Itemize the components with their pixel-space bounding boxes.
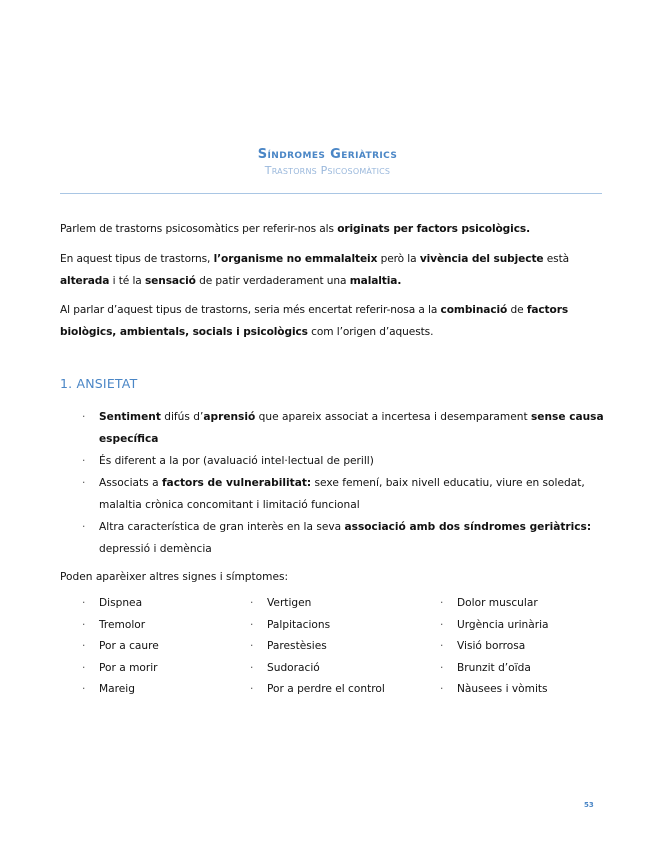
- text-run: depressió i demència: [99, 543, 212, 555]
- symptom-label: Dispnea: [99, 597, 143, 609]
- symptom-label: Por a caure: [99, 640, 159, 653]
- text-run: i té la: [109, 275, 145, 287]
- text-run: Altra característica de gran interès en la seva: [99, 521, 345, 533]
- bold-run: l’organisme no emmalalteix: [213, 253, 378, 265]
- symptom-item: [228, 636, 385, 658]
- bullet-dot: ·: [82, 477, 86, 489]
- bold-run: alterada: [60, 275, 110, 287]
- text-run: com l’origen d’aquests.: [307, 326, 434, 338]
- page-subtitle: Trastorns Psicosomàtics: [264, 164, 391, 177]
- symptom-item: [418, 593, 549, 615]
- symptom-item: [60, 679, 159, 701]
- bullet-dot: ·: [250, 597, 254, 609]
- bullet-dot: ·: [82, 597, 86, 609]
- symptom-label: Urgència urinària: [457, 618, 549, 631]
- text-run: Al parlar d’aquest tipus de trastorns, seria més encertat referir-nosa a la: [60, 304, 441, 316]
- symptom-item: [60, 615, 159, 637]
- symptom-item: [60, 593, 159, 615]
- text-run: de: [507, 304, 527, 316]
- bullet-dot: ·: [440, 640, 444, 653]
- intro-paragraph-3: [60, 299, 605, 343]
- text-run: però la: [377, 253, 420, 265]
- symptoms-column-1: [60, 593, 159, 701]
- text-run: difús d’: [160, 411, 204, 423]
- symptom-item: [228, 593, 385, 615]
- symptom-item: [228, 679, 385, 701]
- symptom-label: Por a morir: [99, 661, 158, 674]
- symptom-label: Vertigen: [267, 597, 312, 609]
- symptom-item: [418, 615, 549, 637]
- bullet-dot: ·: [250, 661, 254, 674]
- symptom-label: Visió borrosa: [457, 640, 526, 653]
- bold-run: Sentiment: [99, 411, 161, 423]
- bold-run: factors biològics, ambientals, socials i psicològics: [60, 304, 569, 338]
- symptom-label: Sudoració: [267, 661, 320, 674]
- bold-run: originats per factors psicològics.: [337, 223, 531, 235]
- intro-paragraph-1: [60, 218, 605, 240]
- bullet-dot: ·: [82, 455, 86, 467]
- bullet-item: [60, 450, 605, 472]
- symptom-item: [418, 658, 549, 680]
- bullet-item: [60, 516, 605, 560]
- text-run: Parlem de trastorns psicosomàtics per referir-nos als: [60, 223, 338, 235]
- bold-run: malaltia.: [349, 275, 402, 287]
- bullet-dot: ·: [82, 661, 86, 674]
- intro-paragraph-2: [60, 248, 605, 292]
- bold-run: sense causa específica: [99, 411, 604, 445]
- bullet-dot: ·: [440, 618, 444, 631]
- signs-intro: Poden aparèixer altres signes i símptomes:: [60, 571, 289, 583]
- text-run: sexe femení, baix nivell educatiu, viure en soledat, malaltia crònica concomitant i limitació funcional: [99, 477, 585, 511]
- bold-run: sensació: [144, 275, 196, 287]
- symptom-label: Mareig: [99, 683, 135, 696]
- symptom-label: Brunzit d’oïda: [457, 661, 531, 674]
- bullet-dot: ·: [82, 521, 86, 533]
- page-header: [0, 146, 655, 178]
- text-run: Associats a: [99, 477, 162, 489]
- bullet-dot: ·: [82, 411, 86, 423]
- symptom-label: Tremolor: [99, 618, 146, 631]
- text-run: està: [543, 253, 570, 265]
- text-run: És diferent a la por (avaluació intel·lectual de perill): [99, 455, 374, 467]
- bullet-dot: ·: [440, 661, 444, 674]
- symptom-label: Dolor muscular: [457, 597, 538, 609]
- text-run: que apareix associat a incertesa i desemparament: [255, 411, 531, 423]
- section-heading: 1. ANSIETAT: [60, 376, 138, 391]
- bullet-dot: ·: [440, 683, 444, 696]
- symptoms-column-2: [228, 593, 385, 701]
- symptom-item: [418, 636, 549, 658]
- text-run: En aquest tipus de trastorns,: [60, 253, 214, 265]
- symptom-item: [228, 615, 385, 637]
- symptom-label: Parestèsies: [267, 640, 327, 653]
- text-run: de patir verdaderament una: [195, 275, 350, 287]
- symptom-label: Nàusees i vòmits: [457, 683, 548, 696]
- bold-run: combinació: [440, 304, 508, 316]
- bold-run: factors de vulnerabilitat:: [161, 477, 312, 489]
- page-number: 53: [584, 801, 594, 809]
- symptom-item: [418, 679, 549, 701]
- symptom-item: [60, 636, 159, 658]
- bullet-item: [60, 472, 605, 516]
- symptom-item: [228, 658, 385, 680]
- ansietat-bullet-list: [60, 406, 605, 560]
- bullet-dot: ·: [250, 683, 254, 696]
- bold-run: associació amb dos síndromes geriàtrics:: [344, 521, 592, 533]
- bullet-dot: ·: [82, 618, 86, 631]
- bold-run: vivència del subjecte: [419, 253, 544, 265]
- bullet-dot: ·: [250, 618, 254, 631]
- bullet-dot: ·: [250, 640, 254, 653]
- header-divider: [60, 193, 602, 194]
- symptom-label: Palpitacions: [267, 618, 331, 631]
- page-title: Síndromes Geriàtrics: [257, 147, 398, 162]
- bold-run: aprensió: [203, 411, 256, 423]
- bullet-dot: ·: [82, 640, 86, 653]
- symptom-item: [60, 658, 159, 680]
- symptoms-column-3: [418, 593, 549, 701]
- bullet-dot: ·: [82, 683, 86, 696]
- bullet-item: [60, 406, 605, 450]
- bullet-dot: ·: [440, 597, 444, 609]
- symptom-label: Por a perdre el control: [267, 683, 385, 696]
